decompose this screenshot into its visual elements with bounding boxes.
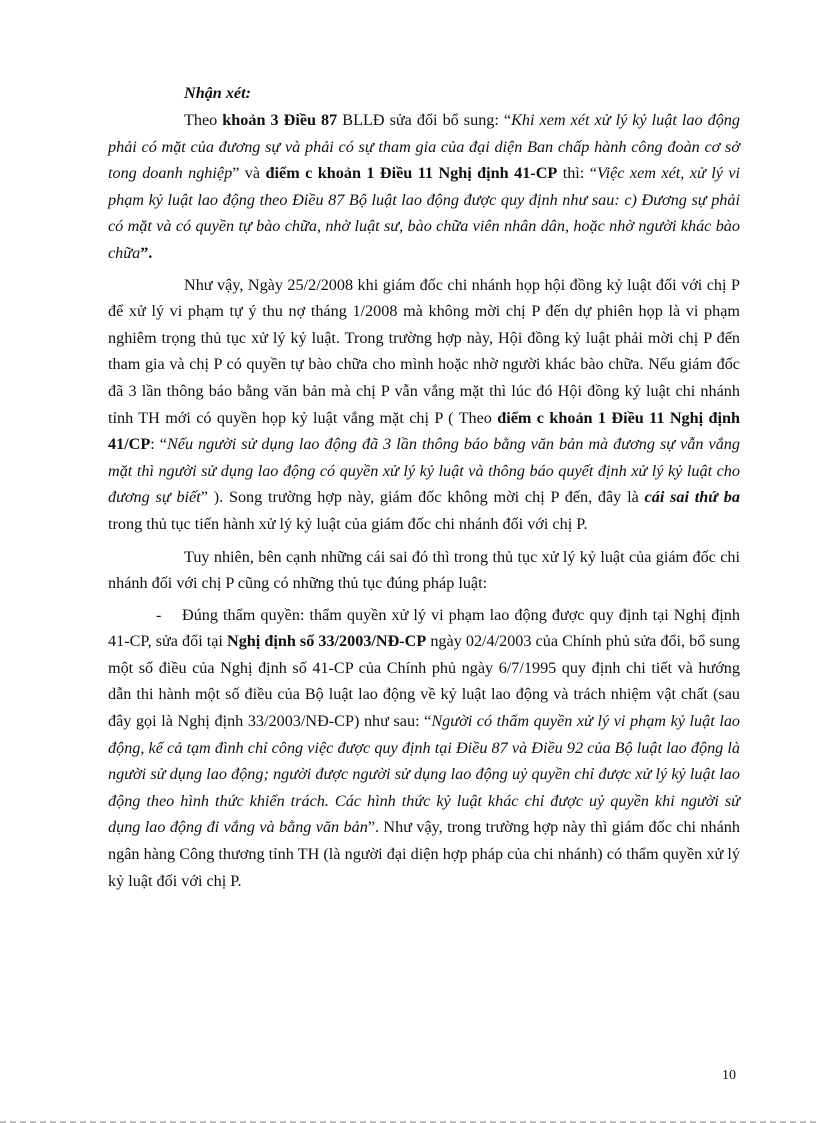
bold-citation: khoản 3 Điều 87 — [222, 111, 338, 129]
text-run: Theo — [184, 111, 223, 129]
text-run: Đúng thẩm quyền: thẩm quyền xử lý vi phạm lao động được quy định tại Nghị định 41-CP, sửa đổi tại — [108, 605, 740, 651]
text-run: trong thủ tục tiến hành xử lý kỷ luật của giám đốc chi nhánh đối với chị P. — [108, 514, 588, 533]
paragraph-legal-citation — [108, 107, 740, 267]
text-run: BLLĐ sửa đổi bổ sung: “ — [337, 111, 512, 129]
text-run: ngày 02/4/2003 của Chính phủ sửa đổi, bổ sung một số điều của Nghị định số 41-CP của Chính phủ ngày 6/7/1995 quy định chi tiết và hướng dẫn thi hành một số điều của Bộ luật lao động về kỷ luật lao động và trách nhiệm vật chất (sau đây gọi là Nghị định 33/2003/NĐ-CP) như sau: “ — [108, 632, 740, 731]
bold-citation: Nghị định số 33/2003/NĐ-CP — [227, 632, 427, 651]
text-run: ” và — [232, 164, 266, 183]
bullet-dash: - — [156, 605, 162, 624]
page-number: 10 — [722, 1068, 736, 1083]
bold-citation: điểm c khoản 1 Điều 11 Nghị định 41/CP — [108, 408, 740, 454]
text-run: Như vậy, Ngày 25/2/2008 khi giám đốc chi nhánh họp hội đồng kỷ luật đối với chị P để xử lý vi phạm tự ý thu nợ tháng 1/2008 mà không mời chị P đến dự phiên họp là vi phạm nghiêm trọng thủ tục xử lý kỷ luật. Trong trường hợp này, Hội đồng kỷ luật phải mời chị P đến tham gia và chị P có quyền tự bào chữa cho mình hoặc nhờ người khác bào chữa. Nếu giám đốc đã 3 lần thông báo bằng văn bản mà chị P vẫn vắng mặt thì lúc đó Hội đồng kỷ luật chi nhánh tỉnh TH mới có quyền họp kỷ luật vắng mặt chị P ( Theo — [108, 275, 740, 427]
text-run: ”. Như vậy, trong trường hợp này thì giám đốc chi nhánh ngân hàng Công thương tỉnh TH (là người đại diện hợp pháp của chi nhánh) có thẩm quyền xử lý kỷ luật đối với chị P. — [108, 818, 740, 890]
italic-quote: Khi xem xét xử lý kỷ luật lao động phải có mặt của đương sự và phải có sự tham gia của đại diện Ban chấp hành công đoàn cơ sở tong doanh nghiệp — [108, 111, 740, 183]
section-heading: Nhận xét: — [184, 84, 252, 102]
bold-citation: điểm c khoản 1 Điều 11 Nghị định 41-CP — [265, 164, 558, 183]
text-run: ”. — [140, 243, 153, 262]
italic-quote: Việc xem xét, xử lý vi phạm kỷ luật lao động theo Điều 87 Bộ luật lao động được quy định như sau: c) Đương sự phải có mặt và có quyền tự bào chữa, nhờ luật sư, bào chữa viên nhân dân, hoặc nhờ người khác bào chữa — [108, 164, 741, 262]
text-run: thì: “ — [557, 164, 597, 183]
paragraph-analysis — [108, 272, 740, 538]
paragraph-transition: Tuy nhiên, bên cạnh những cái sai đó thì trong thủ tục xử lý kỷ luật của giám đốc chi nhánh đối với chị P cũng có những thủ tục đúng pháp luật: — [108, 547, 740, 593]
text-run: : “ — [150, 435, 167, 454]
italic-quote: Người có thẩm quyền xử lý vi phạm kỷ luật lao động, kể cả tạm đình chỉ công việc được quy định tại Điều 87 và Điều 92 của Bộ luật lao động là người sử dụng lao động; người được người sử dụng lao động uỷ quyền chỉ được xử lý kỷ luật lao động theo hình thức khiển trách. Các hình thức kỷ luật khác chỉ được uỷ quyền khi người sử dụng lao động đi vắng và bằng văn bản — [108, 712, 741, 837]
bold-italic-emphasis: cái sai thứ ba — [644, 488, 740, 507]
bullet-item — [108, 602, 740, 895]
text-run: ” ). Song trường hợp này, giám đốc không mời chị P đến, đây là — [200, 488, 645, 507]
document-body — [108, 80, 740, 894]
italic-quote: Nếu người sử dụng lao động đã 3 lần thông báo bằng văn bản mà đương sự vẫn vắng mặt thì người sử dụng lao động có quyền xử lý kỷ luật và thông báo quyết định xử lý kỷ luật cho đương sự biết — [108, 435, 740, 507]
